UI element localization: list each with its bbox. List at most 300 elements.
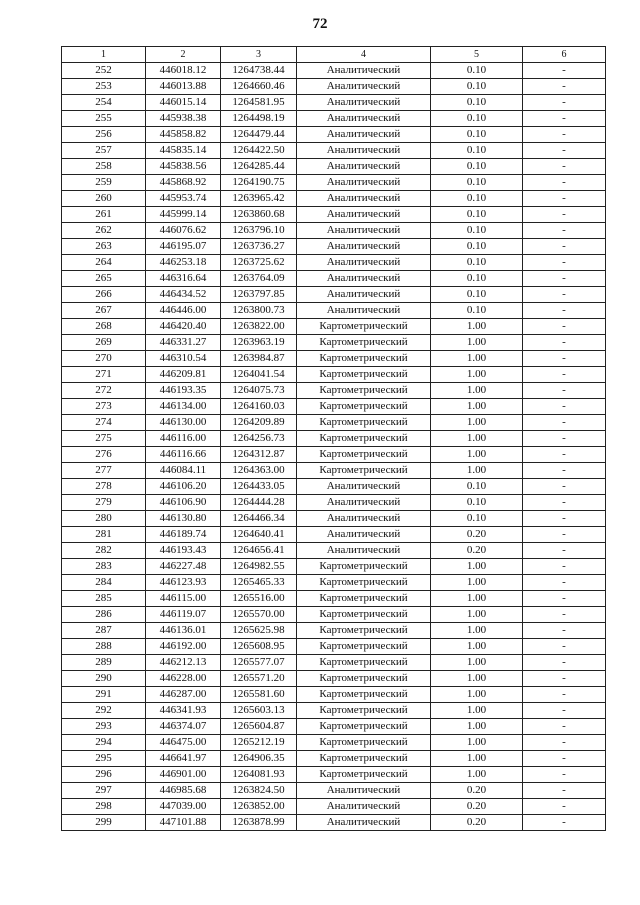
note-cell: - <box>523 223 606 239</box>
y-coordinate-cell: 1264081.93 <box>221 767 297 783</box>
point-number-cell: 269 <box>62 335 146 351</box>
method-cell: Аналитический <box>297 79 431 95</box>
header-col-2: 2 <box>146 47 221 63</box>
table-row <box>62 495 606 511</box>
accuracy-cell: 1.00 <box>431 383 523 399</box>
table-row <box>62 175 606 191</box>
accuracy-cell: 1.00 <box>431 351 523 367</box>
point-number-cell: 255 <box>62 111 146 127</box>
note-cell: - <box>523 495 606 511</box>
method-cell: Картометрический <box>297 335 431 351</box>
note-cell: - <box>523 799 606 815</box>
note-cell: - <box>523 383 606 399</box>
point-number-cell: 256 <box>62 127 146 143</box>
method-cell: Картометрический <box>297 639 431 655</box>
point-number-cell: 253 <box>62 79 146 95</box>
accuracy-cell: 1.00 <box>431 639 523 655</box>
y-coordinate-cell: 1264041.54 <box>221 367 297 383</box>
note-cell: - <box>523 271 606 287</box>
table-row <box>62 431 606 447</box>
x-coordinate-cell: 446985.68 <box>146 783 221 799</box>
table-row <box>62 671 606 687</box>
accuracy-cell: 1.00 <box>431 703 523 719</box>
method-cell: Картометрический <box>297 607 431 623</box>
method-cell: Картометрический <box>297 575 431 591</box>
method-cell: Картометрический <box>297 591 431 607</box>
note-cell: - <box>523 431 606 447</box>
table-row <box>62 319 606 335</box>
point-number-cell: 264 <box>62 255 146 271</box>
note-cell: - <box>523 63 606 79</box>
point-number-cell: 270 <box>62 351 146 367</box>
method-cell: Картометрический <box>297 383 431 399</box>
table-row <box>62 591 606 607</box>
point-number-cell: 257 <box>62 143 146 159</box>
point-number-cell: 265 <box>62 271 146 287</box>
point-number-cell: 282 <box>62 543 146 559</box>
y-coordinate-cell: 1263725.62 <box>221 255 297 271</box>
method-cell: Аналитический <box>297 159 431 175</box>
x-coordinate-cell: 446136.01 <box>146 623 221 639</box>
x-coordinate-cell: 446193.43 <box>146 543 221 559</box>
y-coordinate-cell: 1264363.00 <box>221 463 297 479</box>
x-coordinate-cell: 446076.62 <box>146 223 221 239</box>
y-coordinate-cell: 1264479.44 <box>221 127 297 143</box>
y-coordinate-cell: 1263796.10 <box>221 223 297 239</box>
x-coordinate-cell: 446130.00 <box>146 415 221 431</box>
header-col-1: 1 <box>62 47 146 63</box>
x-coordinate-cell: 446015.14 <box>146 95 221 111</box>
table-row <box>62 719 606 735</box>
note-cell: - <box>523 255 606 271</box>
table-row <box>62 767 606 783</box>
header-col-3: 3 <box>221 47 297 63</box>
note-cell: - <box>523 479 606 495</box>
method-cell: Аналитический <box>297 783 431 799</box>
method-cell: Картометрический <box>297 415 431 431</box>
y-coordinate-cell: 1264906.35 <box>221 751 297 767</box>
table-row <box>62 399 606 415</box>
accuracy-cell: 0.10 <box>431 143 523 159</box>
x-coordinate-cell: 446115.00 <box>146 591 221 607</box>
table-row <box>62 303 606 319</box>
point-number-cell: 291 <box>62 687 146 703</box>
note-cell: - <box>523 287 606 303</box>
accuracy-cell: 0.10 <box>431 127 523 143</box>
point-number-cell: 286 <box>62 607 146 623</box>
note-cell: - <box>523 719 606 735</box>
note-cell: - <box>523 303 606 319</box>
accuracy-cell: 0.10 <box>431 79 523 95</box>
method-cell: Аналитический <box>297 63 431 79</box>
accuracy-cell: 0.10 <box>431 239 523 255</box>
method-cell: Аналитический <box>297 543 431 559</box>
point-number-cell: 298 <box>62 799 146 815</box>
note-cell: - <box>523 575 606 591</box>
x-coordinate-cell: 446130.80 <box>146 511 221 527</box>
y-coordinate-cell: 1265571.20 <box>221 671 297 687</box>
x-coordinate-cell: 445953.74 <box>146 191 221 207</box>
note-cell: - <box>523 655 606 671</box>
note-cell: - <box>523 367 606 383</box>
note-cell: - <box>523 415 606 431</box>
accuracy-cell: 0.20 <box>431 527 523 543</box>
note-cell: - <box>523 703 606 719</box>
header-col-5: 5 <box>431 47 523 63</box>
method-cell: Аналитический <box>297 255 431 271</box>
x-coordinate-cell: 446446.00 <box>146 303 221 319</box>
x-coordinate-cell: 446374.07 <box>146 719 221 735</box>
method-cell: Аналитический <box>297 95 431 111</box>
x-coordinate-cell: 445999.14 <box>146 207 221 223</box>
y-coordinate-cell: 1263824.50 <box>221 783 297 799</box>
accuracy-cell: 1.00 <box>431 319 523 335</box>
point-number-cell: 288 <box>62 639 146 655</box>
table-row <box>62 79 606 95</box>
table-row <box>62 111 606 127</box>
y-coordinate-cell: 1263878.99 <box>221 815 297 831</box>
accuracy-cell: 1.00 <box>431 591 523 607</box>
y-coordinate-cell: 1263764.09 <box>221 271 297 287</box>
point-number-cell: 297 <box>62 783 146 799</box>
point-number-cell: 268 <box>62 319 146 335</box>
x-coordinate-cell: 446134.00 <box>146 399 221 415</box>
point-number-cell: 263 <box>62 239 146 255</box>
y-coordinate-cell: 1265577.07 <box>221 655 297 671</box>
note-cell: - <box>523 335 606 351</box>
note-cell: - <box>523 735 606 751</box>
y-coordinate-cell: 1264312.87 <box>221 447 297 463</box>
accuracy-cell: 1.00 <box>431 671 523 687</box>
table-row <box>62 351 606 367</box>
x-coordinate-cell: 446084.11 <box>146 463 221 479</box>
table-header <box>62 47 606 63</box>
point-number-cell: 262 <box>62 223 146 239</box>
x-coordinate-cell: 446195.07 <box>146 239 221 255</box>
method-cell: Картометрический <box>297 767 431 783</box>
x-coordinate-cell: 446119.07 <box>146 607 221 623</box>
y-coordinate-cell: 1264444.28 <box>221 495 297 511</box>
table-row <box>62 367 606 383</box>
y-coordinate-cell: 1265516.00 <box>221 591 297 607</box>
x-coordinate-cell: 446013.88 <box>146 79 221 95</box>
point-number-cell: 273 <box>62 399 146 415</box>
accuracy-cell: 1.00 <box>431 399 523 415</box>
point-number-cell: 279 <box>62 495 146 511</box>
accuracy-cell: 0.10 <box>431 495 523 511</box>
table-row <box>62 383 606 399</box>
accuracy-cell: 1.00 <box>431 607 523 623</box>
table-row <box>62 191 606 207</box>
x-coordinate-cell: 446123.93 <box>146 575 221 591</box>
y-coordinate-cell: 1263800.73 <box>221 303 297 319</box>
method-cell: Аналитический <box>297 207 431 223</box>
x-coordinate-cell: 446310.54 <box>146 351 221 367</box>
point-number-cell: 272 <box>62 383 146 399</box>
method-cell: Картометрический <box>297 463 431 479</box>
method-cell: Аналитический <box>297 527 431 543</box>
point-number-cell: 284 <box>62 575 146 591</box>
x-coordinate-cell: 446193.35 <box>146 383 221 399</box>
note-cell: - <box>523 143 606 159</box>
y-coordinate-cell: 1263822.00 <box>221 319 297 335</box>
y-coordinate-cell: 1264422.50 <box>221 143 297 159</box>
x-coordinate-cell: 446228.00 <box>146 671 221 687</box>
table-row <box>62 415 606 431</box>
note-cell: - <box>523 783 606 799</box>
x-coordinate-cell: 446227.48 <box>146 559 221 575</box>
table-row <box>62 751 606 767</box>
table-row <box>62 559 606 575</box>
y-coordinate-cell: 1264498.19 <box>221 111 297 127</box>
y-coordinate-cell: 1263736.27 <box>221 239 297 255</box>
accuracy-cell: 1.00 <box>431 367 523 383</box>
point-number-cell: 274 <box>62 415 146 431</box>
accuracy-cell: 0.10 <box>431 191 523 207</box>
table-row <box>62 95 606 111</box>
table-row <box>62 511 606 527</box>
table-row <box>62 159 606 175</box>
x-coordinate-cell: 446420.40 <box>146 319 221 335</box>
table-row <box>62 143 606 159</box>
point-number-cell: 289 <box>62 655 146 671</box>
accuracy-cell: 1.00 <box>431 735 523 751</box>
y-coordinate-cell: 1265603.13 <box>221 703 297 719</box>
point-number-cell: 295 <box>62 751 146 767</box>
table-row <box>62 479 606 495</box>
y-coordinate-cell: 1264640.41 <box>221 527 297 543</box>
accuracy-cell: 1.00 <box>431 687 523 703</box>
method-cell: Аналитический <box>297 815 431 831</box>
note-cell: - <box>523 319 606 335</box>
table-row <box>62 623 606 639</box>
accuracy-cell: 1.00 <box>431 463 523 479</box>
method-cell: Аналитический <box>297 175 431 191</box>
method-cell: Картометрический <box>297 559 431 575</box>
point-number-cell: 266 <box>62 287 146 303</box>
accuracy-cell: 1.00 <box>431 767 523 783</box>
point-number-cell: 252 <box>62 63 146 79</box>
accuracy-cell: 0.10 <box>431 479 523 495</box>
y-coordinate-cell: 1264433.05 <box>221 479 297 495</box>
y-coordinate-cell: 1263852.00 <box>221 799 297 815</box>
accuracy-cell: 0.10 <box>431 159 523 175</box>
point-number-cell: 292 <box>62 703 146 719</box>
point-number-cell: 278 <box>62 479 146 495</box>
y-coordinate-cell: 1264209.89 <box>221 415 297 431</box>
y-coordinate-cell: 1264190.75 <box>221 175 297 191</box>
y-coordinate-cell: 1264660.46 <box>221 79 297 95</box>
point-number-cell: 254 <box>62 95 146 111</box>
accuracy-cell: 0.10 <box>431 111 523 127</box>
y-coordinate-cell: 1263963.19 <box>221 335 297 351</box>
x-coordinate-cell: 446106.20 <box>146 479 221 495</box>
y-coordinate-cell: 1263797.85 <box>221 287 297 303</box>
method-cell: Картометрический <box>297 431 431 447</box>
y-coordinate-cell: 1265465.33 <box>221 575 297 591</box>
method-cell: Аналитический <box>297 239 431 255</box>
accuracy-cell: 0.10 <box>431 95 523 111</box>
note-cell: - <box>523 751 606 767</box>
note-cell: - <box>523 639 606 655</box>
y-coordinate-cell: 1264160.03 <box>221 399 297 415</box>
method-cell: Аналитический <box>297 511 431 527</box>
point-number-cell: 271 <box>62 367 146 383</box>
y-coordinate-cell: 1264656.41 <box>221 543 297 559</box>
table-row <box>62 527 606 543</box>
method-cell: Аналитический <box>297 495 431 511</box>
accuracy-cell: 0.10 <box>431 287 523 303</box>
table-row <box>62 223 606 239</box>
method-cell: Картометрический <box>297 447 431 463</box>
accuracy-cell: 0.20 <box>431 783 523 799</box>
table-row <box>62 655 606 671</box>
note-cell: - <box>523 351 606 367</box>
accuracy-cell: 0.10 <box>431 175 523 191</box>
accuracy-cell: 0.10 <box>431 223 523 239</box>
note-cell: - <box>523 559 606 575</box>
x-coordinate-cell: 446341.93 <box>146 703 221 719</box>
point-number-cell: 260 <box>62 191 146 207</box>
point-number-cell: 258 <box>62 159 146 175</box>
method-cell: Картометрический <box>297 751 431 767</box>
header-row <box>62 47 606 63</box>
x-coordinate-cell: 447101.88 <box>146 815 221 831</box>
method-cell: Картометрический <box>297 655 431 671</box>
table-row <box>62 543 606 559</box>
table-row <box>62 239 606 255</box>
x-coordinate-cell: 446475.00 <box>146 735 221 751</box>
method-cell: Аналитический <box>297 479 431 495</box>
y-coordinate-cell: 1264738.44 <box>221 63 297 79</box>
point-number-cell: 261 <box>62 207 146 223</box>
method-cell: Аналитический <box>297 191 431 207</box>
table-row <box>62 127 606 143</box>
method-cell: Картометрический <box>297 399 431 415</box>
x-coordinate-cell: 445835.14 <box>146 143 221 159</box>
y-coordinate-cell: 1265625.98 <box>221 623 297 639</box>
note-cell: - <box>523 95 606 111</box>
table-row <box>62 799 606 815</box>
method-cell: Картометрический <box>297 623 431 639</box>
accuracy-cell: 0.10 <box>431 255 523 271</box>
y-coordinate-cell: 1264075.73 <box>221 383 297 399</box>
point-number-cell: 285 <box>62 591 146 607</box>
table-row <box>62 735 606 751</box>
note-cell: - <box>523 543 606 559</box>
note-cell: - <box>523 207 606 223</box>
note-cell: - <box>523 687 606 703</box>
x-coordinate-cell: 446116.66 <box>146 447 221 463</box>
method-cell: Картометрический <box>297 719 431 735</box>
accuracy-cell: 1.00 <box>431 751 523 767</box>
table-row <box>62 639 606 655</box>
method-cell: Аналитический <box>297 127 431 143</box>
x-coordinate-cell: 446253.18 <box>146 255 221 271</box>
note-cell: - <box>523 191 606 207</box>
table-row <box>62 815 606 831</box>
table-row <box>62 63 606 79</box>
accuracy-cell: 1.00 <box>431 623 523 639</box>
note-cell: - <box>523 511 606 527</box>
table-row <box>62 575 606 591</box>
y-coordinate-cell: 1264982.55 <box>221 559 297 575</box>
y-coordinate-cell: 1264256.73 <box>221 431 297 447</box>
note-cell: - <box>523 623 606 639</box>
method-cell: Аналитический <box>297 287 431 303</box>
method-cell: Аналитический <box>297 143 431 159</box>
note-cell: - <box>523 175 606 191</box>
header-col-6: 6 <box>523 47 606 63</box>
x-coordinate-cell: 446434.52 <box>146 287 221 303</box>
method-cell: Картометрический <box>297 735 431 751</box>
x-coordinate-cell: 446641.97 <box>146 751 221 767</box>
point-number-cell: 277 <box>62 463 146 479</box>
point-number-cell: 293 <box>62 719 146 735</box>
note-cell: - <box>523 607 606 623</box>
x-coordinate-cell: 446212.13 <box>146 655 221 671</box>
table-row <box>62 271 606 287</box>
accuracy-cell: 1.00 <box>431 559 523 575</box>
point-number-cell: 276 <box>62 447 146 463</box>
note-cell: - <box>523 767 606 783</box>
accuracy-cell: 1.00 <box>431 335 523 351</box>
x-coordinate-cell: 446901.00 <box>146 767 221 783</box>
note-cell: - <box>523 591 606 607</box>
accuracy-cell: 1.00 <box>431 415 523 431</box>
y-coordinate-cell: 1265608.95 <box>221 639 297 655</box>
note-cell: - <box>523 79 606 95</box>
y-coordinate-cell: 1263965.42 <box>221 191 297 207</box>
x-coordinate-cell: 446209.81 <box>146 367 221 383</box>
method-cell: Аналитический <box>297 271 431 287</box>
table-row <box>62 607 606 623</box>
x-coordinate-cell: 445838.56 <box>146 159 221 175</box>
table-row <box>62 255 606 271</box>
y-coordinate-cell: 1264285.44 <box>221 159 297 175</box>
table-body <box>62 63 606 831</box>
point-number-cell: 259 <box>62 175 146 191</box>
page-number: 72 <box>312 16 328 32</box>
table-row <box>62 335 606 351</box>
x-coordinate-cell: 446116.00 <box>146 431 221 447</box>
point-number-cell: 287 <box>62 623 146 639</box>
table-row <box>62 207 606 223</box>
accuracy-cell: 0.10 <box>431 207 523 223</box>
x-coordinate-cell: 446331.27 <box>146 335 221 351</box>
accuracy-cell: 0.20 <box>431 543 523 559</box>
x-coordinate-cell: 446316.64 <box>146 271 221 287</box>
point-number-cell: 283 <box>62 559 146 575</box>
table-row <box>62 447 606 463</box>
y-coordinate-cell: 1263860.68 <box>221 207 297 223</box>
x-coordinate-cell: 445938.38 <box>146 111 221 127</box>
y-coordinate-cell: 1263984.87 <box>221 351 297 367</box>
coordinates-table <box>61 46 606 831</box>
note-cell: - <box>523 815 606 831</box>
accuracy-cell: 0.20 <box>431 799 523 815</box>
point-number-cell: 267 <box>62 303 146 319</box>
accuracy-cell: 0.10 <box>431 303 523 319</box>
table-row <box>62 463 606 479</box>
note-cell: - <box>523 159 606 175</box>
point-number-cell: 294 <box>62 735 146 751</box>
table-row <box>62 783 606 799</box>
x-coordinate-cell: 446287.00 <box>146 687 221 703</box>
accuracy-cell: 0.10 <box>431 271 523 287</box>
x-coordinate-cell: 445858.82 <box>146 127 221 143</box>
note-cell: - <box>523 527 606 543</box>
